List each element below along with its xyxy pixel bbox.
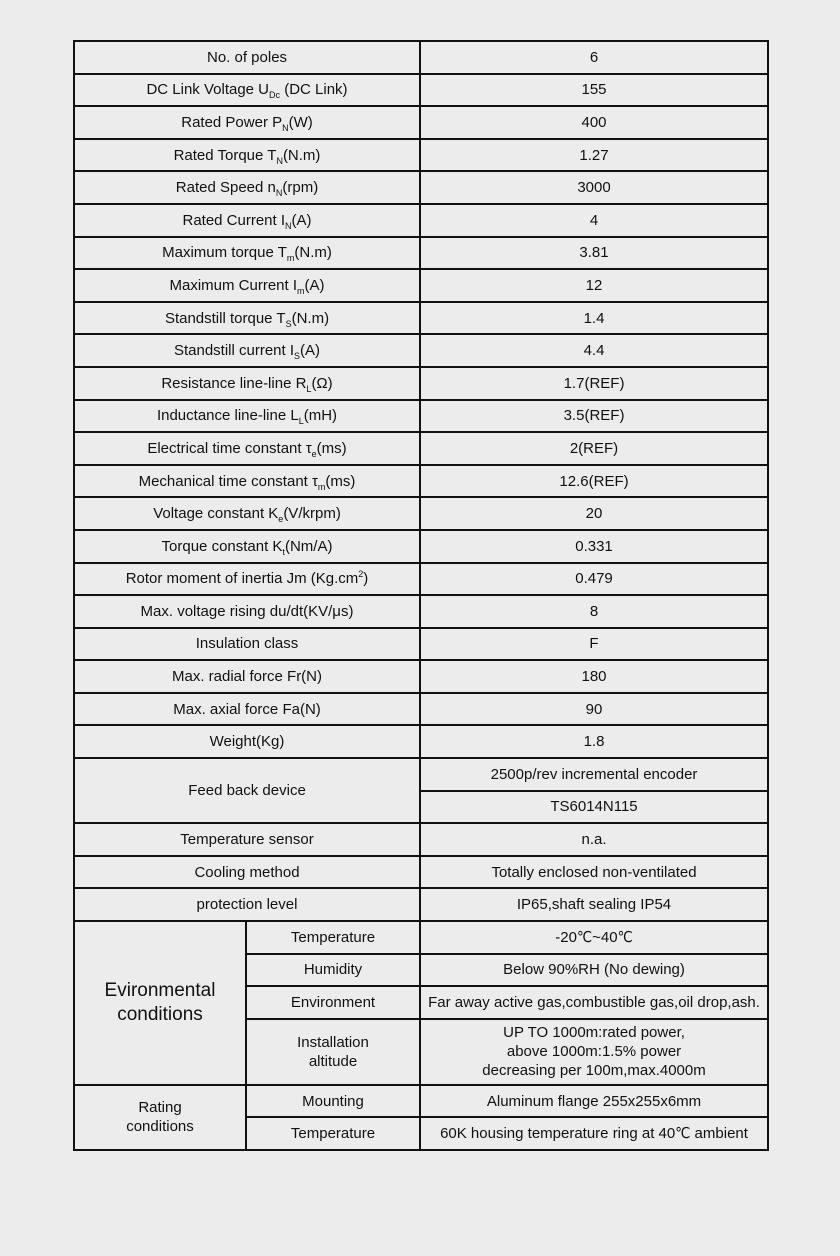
environmental-group-line1: Evironmental	[104, 979, 216, 1001]
spec-label-subscript: e	[311, 448, 317, 459]
spec-value: 4.4	[420, 334, 768, 367]
spec-row	[74, 465, 768, 498]
rating-group-line1: Rating	[138, 1099, 182, 1117]
spec-label	[74, 139, 420, 172]
spec-value: 4	[420, 204, 768, 237]
motor-spec-table	[73, 40, 769, 1151]
spec-label-text: Rated Power P	[181, 113, 283, 131]
spec-value: 2(REF)	[420, 432, 768, 465]
spec-row-feedback	[74, 758, 768, 791]
spec-value: 6	[420, 41, 768, 74]
spec-label-text: DC Link Voltage U	[146, 81, 270, 99]
env-temperature-label: Temperature	[246, 921, 420, 954]
spec-label-unit: (Nm/A)	[284, 537, 333, 555]
spec-label-unit: (N.m)	[282, 146, 321, 164]
spec-value: 3.81	[420, 237, 768, 270]
spec-label-text: Standstill current I	[173, 342, 295, 360]
spec-label-text: Maximum torque T	[162, 244, 287, 262]
spec-row	[74, 41, 768, 74]
spec-label	[74, 204, 420, 237]
spec-label-subscript: N	[285, 220, 292, 231]
spec-label-text: Voltage constant K	[153, 505, 279, 523]
spec-row	[74, 204, 768, 237]
spec-row	[74, 563, 768, 596]
spec-row	[74, 432, 768, 465]
spec-value: 1.4	[420, 302, 768, 335]
spec-label	[74, 725, 420, 758]
spec-label-text: Maximum Current I	[169, 276, 298, 294]
spec-label	[74, 74, 420, 107]
spec-label	[74, 171, 420, 204]
env-altitude-label-line2: altitude	[308, 1052, 358, 1070]
env-altitude-value-line2: above 1000m:1.5% power	[506, 1043, 682, 1061]
spec-row	[74, 302, 768, 335]
spec-label-unit: (V/krpm)	[283, 505, 341, 523]
spec-label-subscript: N	[282, 122, 289, 133]
spec-value: 1.8	[420, 725, 768, 758]
spec-label-subscript: Dc	[269, 90, 281, 101]
spec-value: 12	[420, 269, 768, 302]
spec-label-unit: (Ω)	[311, 374, 333, 392]
spec-label-text: Rated Speed n	[175, 179, 276, 197]
spec-label	[74, 106, 420, 139]
env-altitude-value-line1: UP TO 1000m:rated power,	[503, 1024, 685, 1042]
spec-label	[74, 400, 420, 433]
rating-mounting-value: Aluminum flange 255x255x6mm	[420, 1085, 768, 1118]
spec-value: 3000	[420, 171, 768, 204]
rating-group-line2: conditions	[126, 1118, 194, 1136]
rating-temperature-label: Temperature	[246, 1117, 420, 1150]
spec-label-text: Inductance line-line L	[156, 407, 299, 425]
spec-label-unit: (W)	[288, 113, 313, 131]
env-environment-value: Far away active gas,combustible gas,oil drop,ash.	[420, 986, 768, 1019]
spec-row-temperature-sensor	[74, 823, 768, 856]
spec-label-subscript: m	[297, 285, 305, 296]
env-row-temperature	[74, 921, 768, 954]
rating-temperature-value: 60K housing temperature ring at 40℃ ambient	[420, 1117, 768, 1150]
spec-row	[74, 367, 768, 400]
spec-label-unit: )	[363, 570, 369, 588]
spec-label	[74, 465, 420, 498]
spec-label-text: Torque constant K	[161, 537, 283, 555]
cooling-label: Cooling method	[74, 856, 420, 889]
spec-value: 1.27	[420, 139, 768, 172]
spec-label-text: Standstill torque T	[164, 309, 286, 327]
spec-label-unit: (A)	[304, 276, 325, 294]
spec-label	[74, 628, 420, 661]
spec-row	[74, 74, 768, 107]
spec-label-text: Mechanical time constant τ	[138, 472, 318, 490]
spec-value: 400	[420, 106, 768, 139]
env-temperature-value: -20℃~40℃	[420, 921, 768, 954]
spec-label-subscript: N	[276, 155, 283, 166]
spec-label-unit: (N.m)	[291, 309, 330, 327]
spec-label	[74, 595, 420, 628]
spec-label-subscript: L	[306, 383, 312, 394]
spec-row	[74, 628, 768, 661]
spec-row	[74, 595, 768, 628]
spec-label-subscript: S	[285, 318, 292, 329]
spec-row	[74, 725, 768, 758]
spec-label-text: Resistance line-line R	[161, 374, 307, 392]
spec-row	[74, 171, 768, 204]
spec-row	[74, 497, 768, 530]
rating-mounting-label: Mounting	[246, 1085, 420, 1118]
spec-row	[74, 660, 768, 693]
spec-label-unit: (rpm)	[282, 179, 319, 197]
spec-label-unit: (DC Link)	[280, 81, 348, 99]
spec-row	[74, 269, 768, 302]
spec-value: 0.479	[420, 563, 768, 596]
cooling-value: Totally enclosed non-ventilated	[420, 856, 768, 889]
environmental-group-label	[74, 921, 246, 1085]
spec-label	[74, 432, 420, 465]
spec-value: 180	[420, 660, 768, 693]
spec-label	[74, 41, 420, 74]
temperature-sensor-value: n.a.	[420, 823, 768, 856]
spec-label-unit: (ms)	[325, 472, 356, 490]
spec-label-subscript: N	[275, 188, 283, 199]
spec-label-text: No. of poles	[206, 48, 288, 66]
spec-row	[74, 530, 768, 563]
spec-value: 20	[420, 497, 768, 530]
spec-value: 0.331	[420, 530, 768, 563]
spec-row-cooling	[74, 856, 768, 889]
rating-row-mounting	[74, 1085, 768, 1118]
spec-label	[74, 237, 420, 270]
spec-label	[74, 693, 420, 726]
feedback-label: Feed back device	[74, 758, 420, 823]
spec-label-unit: (A)	[300, 342, 321, 360]
feedback-value-model: TS6014N115	[420, 791, 768, 824]
spec-row	[74, 139, 768, 172]
spec-label-text: Max. axial force Fa(N)	[173, 700, 321, 718]
spec-row	[74, 334, 768, 367]
spec-label-unit: (ms)	[316, 439, 347, 457]
spec-row-protection	[74, 888, 768, 921]
spec-label-subscript: S	[294, 351, 301, 362]
protection-value: IP65,shaft sealing IP54	[420, 888, 768, 921]
spec-label-subscript: t	[282, 546, 285, 557]
spec-row	[74, 693, 768, 726]
env-environment-label: Environment	[246, 986, 420, 1019]
spec-label	[74, 334, 420, 367]
spec-row	[74, 106, 768, 139]
spec-label	[74, 497, 420, 530]
env-altitude-value-line3: decreasing per 100m,max.4000m	[482, 1062, 706, 1080]
spec-label	[74, 269, 420, 302]
spec-label	[74, 563, 420, 596]
rating-group-label	[74, 1085, 246, 1150]
feedback-value-encoder: 2500p/rev incremental encoder	[420, 758, 768, 791]
spec-label-text: Weight(Kg)	[209, 733, 285, 751]
spec-label-text: Rated Torque T	[173, 146, 277, 164]
spec-label-superscript: 2	[358, 569, 364, 580]
spec-label-subscript: L	[298, 416, 304, 427]
env-altitude-value	[420, 1019, 768, 1085]
spec-row	[74, 400, 768, 433]
spec-label	[74, 302, 420, 335]
spec-value: 1.7(REF)	[420, 367, 768, 400]
spec-label-text: Insulation class	[195, 635, 299, 653]
environmental-group-line2: conditions	[117, 1003, 203, 1025]
spec-label-text: Max. voltage rising du/dt(KV/μs)	[140, 602, 354, 620]
spec-value: F	[420, 628, 768, 661]
protection-label: protection level	[74, 888, 420, 921]
spec-label-unit: (A)	[291, 211, 312, 229]
spec-table-body	[74, 41, 768, 1150]
spec-label-text: Rotor moment of inertia Jm (Kg.cm	[125, 570, 359, 588]
spec-label-unit: (N.m)	[294, 244, 332, 262]
spec-label-subscript: e	[278, 514, 284, 525]
spec-label	[74, 530, 420, 563]
spec-value: 155	[420, 74, 768, 107]
spec-label-subscript: m	[286, 253, 295, 264]
spec-label-subscript: m	[317, 481, 326, 492]
spec-label-text: Electrical time constant τ	[147, 439, 312, 457]
spec-label-unit: (mH)	[303, 407, 338, 425]
temperature-sensor-label: Temperature sensor	[74, 823, 420, 856]
spec-value: 90	[420, 693, 768, 726]
spec-label	[74, 660, 420, 693]
env-altitude-label-line1: Installation	[297, 1033, 369, 1051]
env-altitude-label	[246, 1019, 420, 1085]
spec-row	[74, 237, 768, 270]
spec-value: 8	[420, 595, 768, 628]
spec-label-text: Max. radial force Fr(N)	[171, 668, 323, 686]
spec-label-text: Rated Current I	[182, 211, 286, 229]
spec-label	[74, 367, 420, 400]
spec-value: 3.5(REF)	[420, 400, 768, 433]
env-humidity-label: Humidity	[246, 954, 420, 987]
spec-value: 12.6(REF)	[420, 465, 768, 498]
env-humidity-value: Below 90%RH (No dewing)	[420, 954, 768, 987]
